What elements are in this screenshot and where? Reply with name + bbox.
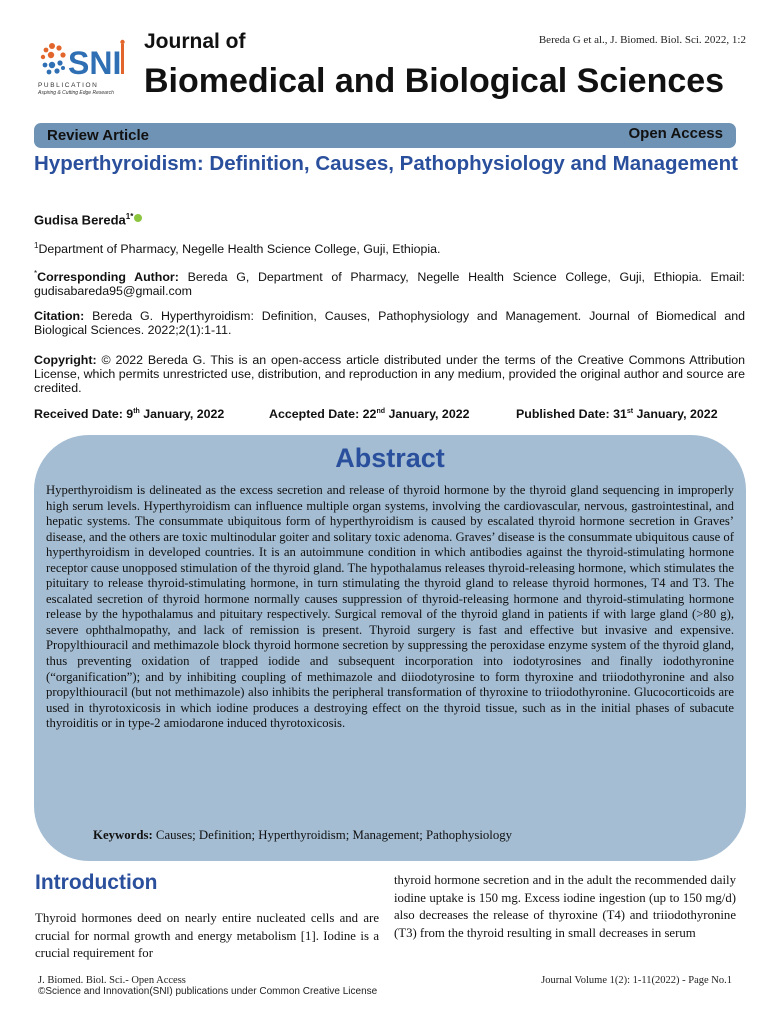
footer-license: ©Science and Innovation(SNI) publications under Common Creative License [38, 986, 378, 997]
author-line [34, 212, 142, 227]
journal-title-line1: Journal of [144, 30, 246, 53]
author-sup: 1* [125, 212, 134, 221]
journal-title-line2: Biomedical and Biological Sciences [144, 62, 725, 100]
copyright: Copyright: © 2022 Bereda G. This is an open-access article distributed under the terms of the Creative Commons Attribution License, which permits unrestricted use, distribution, and reproduction in any medium, provided the original author and source are credited. [34, 353, 745, 395]
header-citation: Bereda G et al., J. Biomed. Biol. Sci. 2022, 1:2 [538, 34, 746, 46]
publisher-logo [38, 38, 134, 100]
affiliation: $^1$Department of Pharmacy, Negelle Health Science College, Guji, Ethiopia. [34, 241, 441, 257]
keywords: Keywords: Causes; Definition; Hyperthyroidism; Management; Pathophysiology [93, 828, 513, 842]
introduction-heading: Introduction [35, 871, 158, 894]
accepted-date: Accepted Date: 22nd January, 2022 [269, 407, 470, 421]
article-type: Review Article [47, 127, 149, 144]
received-date: Received Date: 9th January, 2022 [34, 407, 225, 421]
logo-tagline: Aspiring & Cutting Edge Research [38, 90, 114, 96]
corresponding-author: *Corresponding Author: Bereda G, Department of Pharmacy, Negelle Health Science College, Guji, Ethiopia. Email: gudisabareda95@gmail.com [34, 269, 745, 299]
logo-brand: SNI [68, 45, 122, 81]
footer-journal: J. Biomed. Biol. Sci.- Open Access [38, 975, 186, 986]
abstract-box [34, 435, 746, 861]
footer-page: Journal Volume 1(2): 1-11(2022) - Page No.1 [541, 975, 732, 986]
article-type-banner [34, 123, 736, 148]
abstract-text: Hyperthyroidism is delineated as the excess secretion and release of thyroid hormone by the thyroid gland sequencing in improperly high serum levels. Hyperthyroidism can influence multiple organ systems, involving the cardiovascular, nervous, gastrointestinal, and hepatic systems. The consummate ubiquitous form of hyperthyroidism is caused by escalated thyroid hormone secretion in Graves’ disease, and the others are toxic multinodular goiter and solitary toxic adenoma. Graves’ disease is the consummate ubiquitous cause of hyperthyroidism in developed countries. It is an autoimmune condition in which antibodies against the thyroid-stimulating hormone receptor cause unopposed stimulation of the thyroid gland. The hypothalamus releases thyroid-releasing hormone, which stimulates the pituitary to release thyroid-stimulating hormone, in turn stimulating the thyroid gland to release thyroid hormones, T4 and T3. The escalated secretion of thyroid hormone normally causes suppression of thyroid-releasing hormone and thyroid-stimulating hormone release by the hypothalamus and pituitary respectively. Surgical removal of the thyroid gland in patients if with large gland (>80 g), severe ophthalmopathy, and lack of remission is present. Thyroid surgery is fast and effective but invasive and expensive. Propylthiouracil and methimazole block thyroid hormone secretion by suppressing the peroxidase enzyme system of the thyroid gland, thus preventing oxidation of trapped iodide and subsequent incorporation into iodotyrosines and finally iodothyronine (“organification”); and by inhibiting coupling of methimazole and diiodotyrosine to form thyroxine and triiodothyronine and also propylthiouracil (but not methimazole) also inhibits the peripheral transformation of thyroxine to triiodothyronine. Glucocorticoids are used in thyrotoxicosis in which iodine produces a destroying effect on the thyroid tissue, such as in the initial phases of subacute thyroiditis or in type-2 amiodarone induced thyrotoxicosis. [46, 483, 734, 731]
citation: Citation: Bereda G. Hyperthyroidism: Definition, Causes, Pathophysiology and Management. Journal of Biomedical and Biological Sciences. 2022;2(1):1-11. [34, 309, 745, 337]
orcid-icon[interactable] [134, 214, 142, 222]
introduction-column-2: thyroid hormone secretion and in the adult the recommended daily iodine uptake is 150 mg. Excess iodine ingestion (up to 150 mg/d) also decreases the release of thyroxine (T4) and triiodothyronine (T3) from the thyroid resulting in small decreases in serum [394, 873, 736, 940]
published-date: Published Date: 31st January, 2022 [516, 407, 718, 421]
article-title: Hyperthyroidism: Definition, Causes, Pathophysiology and Management [34, 152, 738, 175]
logo-publication: PUBLICATION [38, 82, 99, 89]
author-name: Gudisa Bereda [34, 212, 126, 228]
open-access-label: Open Access [628, 125, 723, 142]
abstract-heading: Abstract [335, 443, 445, 473]
sni-logo-icon [38, 38, 134, 84]
introduction-column-1: Thyroid hormones deed on nearly entire nucleated cells and are crucial for normal growth and energy metabolism [1]. Iodine is a crucial requirement for [35, 911, 379, 960]
